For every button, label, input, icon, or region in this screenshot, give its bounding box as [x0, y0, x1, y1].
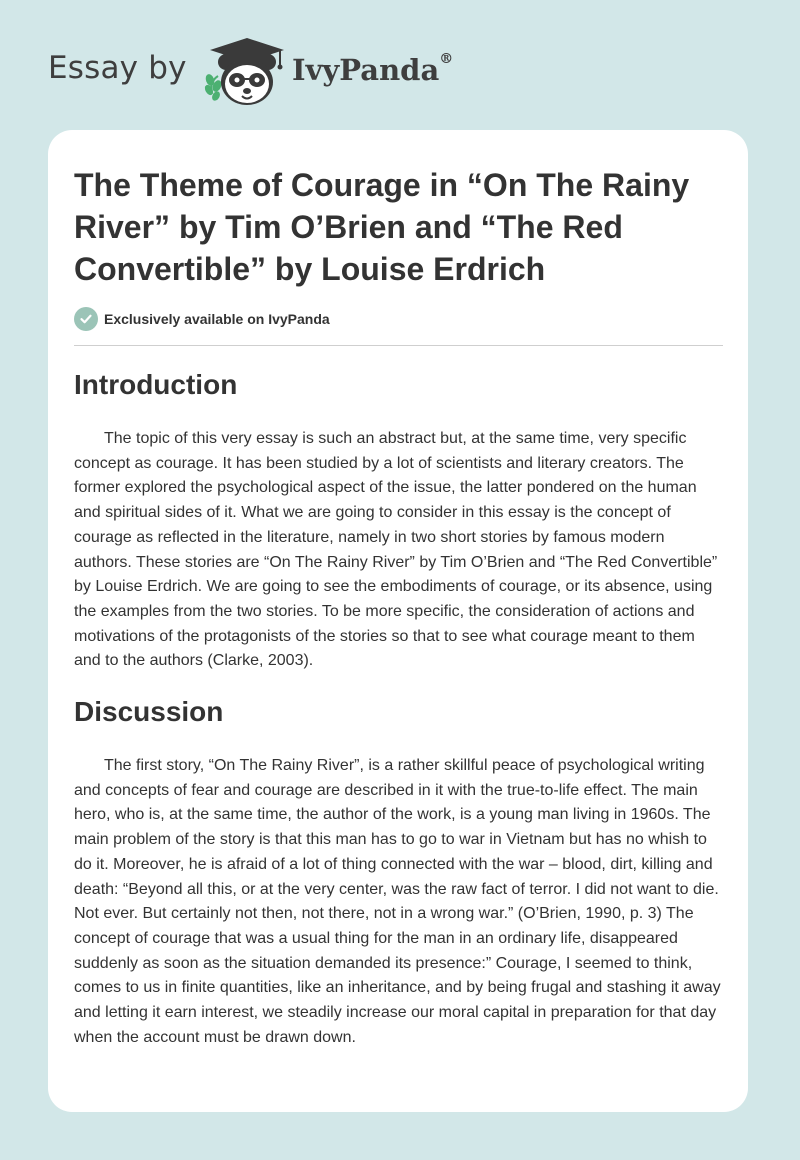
- page-title: The Theme of Courage in “On The Rainy River” by Tim O’Brien and “The Red Convertible” by Louise Erdrich: [74, 167, 690, 287]
- registered-mark: ®: [439, 51, 454, 67]
- panda-graduate-icon: [200, 36, 292, 110]
- leaf-icon: [203, 73, 223, 102]
- section-paragraph-introduction: The topic of this very essay is such an abstract but, at the same time, very specific concept as courage. It has been studied by a lot of scientists and literary creators. The former explored the psychological aspect of the issue, the latter pondered on the human and spiritual sides of it. What we are going to consider in this essay is the concept of courage as reflected in the literature, namely in two short stories by famous modern authors. These stories are “On The Rainy River” by Tim O’Brien and “The Red Convertible” by Louise Erdrich. We are going to see the embodiments of courage, or its absence, using the examples from the two stories. To be more specific, the consideration of actions and motivations of the protagonists of the stories so that to see what courage meant to them and to the authors (Clarke, 2003).: [74, 430, 718, 670]
- section-heading-discussion: Discussion: [74, 696, 224, 727]
- divider: [74, 345, 723, 346]
- exclusive-badge: [74, 306, 330, 332]
- brand-logo-text[interactable]: [292, 53, 453, 87]
- essay-card: [48, 130, 748, 1112]
- site-header: [0, 0, 800, 120]
- check-circle-icon: [74, 307, 98, 331]
- badge-label: Exclusively available on IvyPanda: [104, 311, 330, 327]
- essay-by-label: Essay by: [48, 50, 187, 86]
- section-paragraph-discussion: The first story, “On The Rainy River”, is a rather skillful peace of psychological writing and concepts of fear and courage are described in it with the true-to-life effect. The main hero, who is, at the same time, the author of the work, is a young man living in 1960s. The main problem of the story is that this man has to go to war in Vietnam but has no whish to do it. Moreover, he is afraid of a lot of thing connected with the war – blood, dirt, killing and death: “Beyond all this, or at the very center, was the raw fact of terror. I did not want to die. Not ever. But certainly not then, not there, not in a wrong war.” (O’Brien, 1990, p. 3) The concept of courage that was a usual thing for the man in an ordinary life, disappeared suddenly as soon as the situation demanded its presence:” Courage, I seemed to think, comes to us in finite quantities, like an inheritance, and by being frugal and stashing it away and letting it earn interest, we steadily increase our moral capital in preparation for that day when the account must be drawn down.: [74, 757, 721, 1046]
- section-heading-introduction: Introduction: [74, 369, 238, 400]
- brand-name: IvyPanda: [292, 53, 440, 87]
